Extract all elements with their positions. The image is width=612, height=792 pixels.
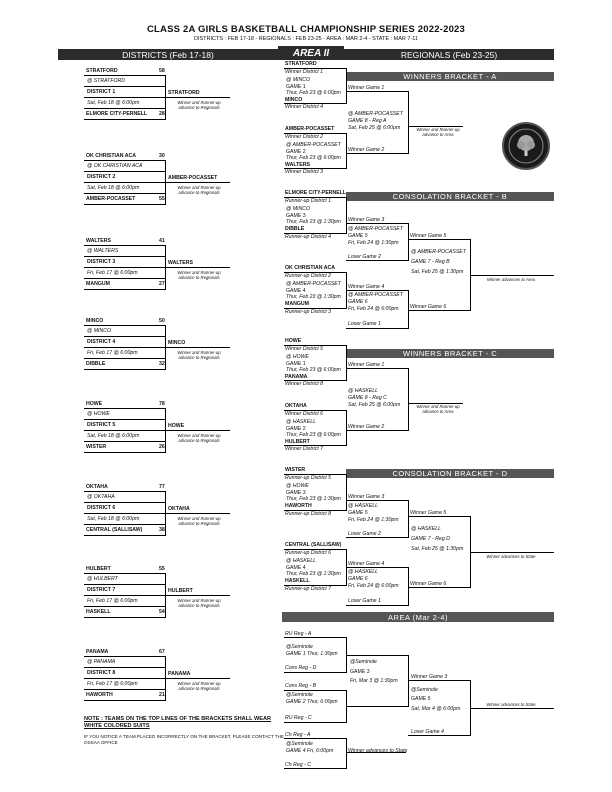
team-top: PANAMA	[86, 648, 109, 655]
page-subtitle: DISTRICTS : FEB 17-18 - REGIONALS : FEB 23-25 - AREA : MAR 2-4 - STATE : MAR 7-11	[193, 36, 419, 42]
seed: Runner-up District 2	[285, 272, 332, 279]
score-bottom: 32	[159, 361, 165, 367]
game: GAME 1	[286, 83, 306, 90]
bracket-line	[165, 347, 230, 348]
game: GAME 7 - Reg B	[411, 259, 450, 265]
bracket-line	[284, 722, 346, 723]
advance-note: Winner and Runner-up advance to Regionals	[177, 681, 221, 692]
district-site: @ MINCO	[87, 328, 111, 334]
date: Sat, Feb 25 @ 6:00pm	[348, 402, 401, 408]
district-date: Fri, Feb 17 @ 6:00pm	[87, 681, 138, 687]
winner-game: Winner Game 6	[410, 304, 447, 310]
district-winner: HOWE	[168, 422, 185, 429]
district-site: @ OKTAHA	[87, 494, 115, 500]
team-top: MINCO	[86, 317, 104, 324]
score-bottom: 55	[159, 196, 165, 202]
site: @ HOWE	[286, 354, 309, 360]
winner-game: Winner Game 6	[410, 581, 447, 587]
date: Thur, Feb 23 @ 1:30pm	[286, 496, 341, 502]
bracket-line	[165, 595, 230, 596]
team: AMBER-POCASSET	[285, 126, 335, 132]
team-bottom: HASKELL	[86, 609, 111, 615]
date: Sat, Mar 4 @ 6:00pm	[411, 706, 461, 712]
bracket-line	[84, 97, 165, 98]
loser-game: Loser Game 4	[411, 729, 444, 735]
advance-note: Winner and Runner-up advance to Regionals	[177, 185, 221, 196]
game: GAME 4 Fri, 6:00pm	[286, 748, 334, 754]
advance-note: Winner and Runner-up advance to Regionals	[177, 598, 221, 609]
winner-game: Winner Game 2	[348, 147, 385, 153]
date: Thur, Feb 23 @ 6:00pm	[286, 367, 341, 373]
date: Fri, Feb 24 @ 1:30pm	[348, 517, 399, 523]
score-top: 50	[159, 317, 165, 324]
advance-note: Winner and Runner-up advance to Area	[416, 127, 460, 138]
site: @Seminole	[286, 692, 313, 698]
districts-bar: DISTRICTS (Feb 17-18)	[58, 49, 278, 60]
score-bottom: 26	[159, 444, 165, 450]
note-suits: NOTE : TEAMS ON THE TOP LINES OF THE BRACKETS SHALL WEAR WHITE COLORED SUITS	[84, 716, 272, 729]
team-top: OKTAHA	[86, 483, 108, 490]
district-name: DISTRICT 8	[87, 670, 116, 676]
area-ii-bar: AREA II	[278, 46, 344, 60]
site: @ HASKELL	[348, 569, 379, 575]
district-date: Sat, Feb 18 @ 6:00pm	[87, 516, 140, 522]
bracket-line	[346, 260, 408, 261]
date: Thur, Feb 23 @ 6:00pm	[286, 432, 341, 438]
date: Sat, Feb 25 @ 1:30pm	[411, 546, 464, 552]
bracket-line	[84, 289, 165, 290]
team: STRATFORD	[285, 61, 317, 67]
consolation-bracket-d-bar: CONSOLATION BRACKET - D	[346, 469, 554, 478]
site: @Seminole	[350, 659, 377, 665]
game: GAME 8 - Reg C	[348, 395, 387, 401]
district-date: Fri, Feb 17 @ 6:00pm	[87, 270, 138, 276]
bracket-line	[84, 419, 165, 420]
date: Sat, Feb 25 @ 6:00pm	[348, 125, 401, 131]
team-bottom: DIBBLE	[86, 361, 106, 367]
district-name: DISTRICT 4	[87, 339, 116, 345]
team-bottom: HAWORTH	[86, 692, 113, 698]
bracket-line	[84, 441, 165, 442]
ossaa-seal-logo	[502, 122, 550, 170]
bracket-line	[408, 91, 409, 154]
bracket-line	[346, 410, 347, 446]
score-top: 30	[159, 152, 165, 159]
bracket-line	[84, 119, 165, 120]
bracket-line	[84, 689, 165, 690]
district-winner: WALTERS	[168, 259, 193, 266]
district-winner: OKTAHA	[168, 505, 190, 512]
bracket-line	[84, 336, 165, 337]
bracket-line	[84, 204, 165, 205]
site: @ AMBER-POCASSET	[286, 281, 341, 287]
bracket-line	[84, 667, 165, 668]
winner-game: Winner Game 1	[348, 362, 385, 368]
bracket-line	[84, 408, 165, 409]
bracket-line	[84, 182, 165, 183]
area-seed: RU Reg - A	[285, 631, 312, 637]
date: Thur, Feb 23 @ 1:30pm	[286, 571, 341, 577]
date: Fri, Mar 3 @ 1:30pm	[350, 678, 398, 684]
bracket-line	[84, 452, 165, 453]
bracket-line	[84, 358, 165, 359]
bracket-line	[84, 491, 165, 492]
advance-note: Winner and Runner-up advance to Area	[416, 404, 460, 415]
game: GAME 5	[348, 233, 368, 239]
bracket-line	[346, 655, 408, 656]
district-date: Sat, Feb 18 @ 6:00pm	[87, 185, 140, 191]
seed: Winner District 8	[285, 380, 324, 387]
bracket-line	[84, 584, 165, 585]
score-top: 78	[159, 400, 165, 407]
bracket-line	[84, 369, 165, 370]
bracket-line	[346, 605, 408, 606]
district-winner: HULBERT	[168, 587, 193, 594]
game: GAME 1 Thur, 1:30pm	[286, 651, 338, 657]
bracket-line	[84, 535, 165, 536]
district-site: @ WALTERS	[87, 248, 119, 254]
seed: Winner District 4	[285, 103, 324, 110]
district-name: DISTRICT 6	[87, 505, 116, 511]
game: GAME 4	[286, 287, 306, 294]
seed: Winner District 3	[285, 168, 324, 175]
team: WALTERS	[285, 161, 310, 168]
bracket-line	[84, 502, 165, 503]
loser-game: Loser Game 2	[348, 254, 381, 260]
bracket-line	[284, 637, 346, 638]
bracket-line	[84, 347, 165, 348]
bracket-line	[84, 245, 165, 246]
seed: Runner-up District 7	[285, 585, 332, 592]
game: GAME 7 - Reg D	[411, 536, 450, 542]
winner-game: Winner Game 3	[348, 217, 385, 223]
game: GAME 3	[286, 212, 306, 219]
winner-game: Winner Game 4	[348, 561, 385, 567]
team-top: STRATFORD	[86, 67, 118, 74]
bracket-line	[408, 655, 409, 707]
score-bottom: 28	[159, 111, 165, 117]
area-bar: AREA (Mar 2-4)	[282, 612, 554, 622]
team: MANGUM	[285, 301, 309, 307]
bracket-line	[346, 345, 347, 381]
bracket-line	[84, 573, 165, 574]
bracket-line	[346, 537, 408, 538]
seed: Runner-up District 5	[285, 474, 332, 481]
winner-game: Winner Game 5	[410, 510, 447, 516]
winner-game: Winner Game 3	[411, 674, 448, 680]
team: HOWE	[285, 338, 302, 344]
date: Thur, Feb 23 @ 6:00pm	[286, 90, 341, 96]
team: ELMORE CITY-PERNELL	[285, 190, 347, 196]
game: GAME 5	[348, 510, 368, 516]
bracket-line	[284, 672, 346, 673]
team: HULBERT	[285, 438, 310, 445]
site: @ AMBER-POCASSET	[348, 292, 403, 298]
district-name: DISTRICT 1	[87, 89, 116, 95]
district-name: DISTRICT 7	[87, 587, 116, 593]
site: @ HASKELL	[348, 503, 379, 509]
bracket-line	[84, 430, 165, 431]
site: @Seminole	[286, 741, 313, 747]
bracket-line	[84, 524, 165, 525]
game: GAME 3	[350, 669, 370, 675]
site: @Seminole	[286, 644, 313, 650]
bracket-line	[408, 223, 409, 261]
game: GAME 5	[411, 696, 431, 702]
seed: Winner District 6	[285, 410, 324, 417]
bracket-line	[346, 133, 347, 169]
site: @ AMBER-POCASSET	[411, 249, 466, 255]
bracket-line	[84, 700, 165, 701]
seed: Runner-up District 3	[285, 308, 332, 315]
team: HASKELL	[285, 578, 310, 584]
team-bottom: WISTER	[86, 444, 107, 450]
bracket-line	[284, 738, 346, 739]
date: Sat, Feb 25 @ 1:30pm	[411, 269, 464, 275]
district-winner: AMBER-POCASSET	[168, 174, 218, 181]
date: Fri, Feb 24 @ 6:00pm	[348, 583, 399, 589]
bracket-line	[165, 267, 230, 268]
site: @ HOWE	[286, 483, 309, 489]
winner-game: Winner Game 1	[348, 85, 385, 91]
team: OKTAHA	[285, 403, 307, 409]
score-bottom: 54	[159, 609, 165, 615]
seed: Winner District 1	[285, 68, 324, 75]
score-bottom: 38	[159, 527, 165, 533]
bracket-line	[165, 430, 230, 431]
bracket-line	[165, 182, 230, 183]
bracket-line	[84, 595, 165, 596]
tree-icon	[504, 124, 548, 168]
score-bottom: 21	[159, 692, 165, 698]
bracket-line	[84, 108, 165, 109]
site: @ MINCO	[286, 206, 310, 212]
area-seed: Ch Reg - C	[285, 762, 311, 768]
bracket-line	[165, 678, 230, 679]
loser-game: Loser Game 1	[348, 598, 381, 604]
score-top: 41	[159, 237, 165, 244]
area-seed: Ch Reg - A	[285, 732, 311, 738]
site: @ HASKELL	[286, 419, 317, 425]
district-site: @ HULBERT	[87, 576, 118, 582]
bracket-line	[84, 171, 165, 172]
team: HAWORTH	[285, 503, 312, 509]
bracket-line	[84, 193, 165, 194]
advance-note: Winner advances to State	[486, 702, 536, 707]
game: GAME 2 Thur, 6:00pm	[286, 699, 338, 705]
area-seed: Cons Reg - B	[285, 683, 317, 689]
district-name: DISTRICT 5	[87, 422, 116, 428]
bracket-line	[84, 86, 165, 87]
advance-note: Winner and Runner-up advance to Regionals	[177, 433, 221, 444]
game: GAME 2	[286, 148, 306, 155]
team-bottom: CENTRAL (SALLISAW)	[86, 527, 143, 533]
district-winner: STRATFORD	[168, 89, 200, 96]
bracket-line	[408, 735, 470, 736]
regionals-bar: REGIONALS (Feb 23-25)	[344, 49, 554, 60]
bracket-line	[346, 738, 347, 769]
bracket-line	[84, 656, 165, 657]
bracket-line	[346, 328, 408, 329]
seed: Winner District 7	[285, 445, 324, 452]
bracket-line	[84, 513, 165, 514]
score-top: 55	[159, 565, 165, 572]
site: @ AMBER-POCASSET	[348, 226, 403, 232]
team: WISTER	[285, 467, 306, 473]
winners-bracket-c-bar: WINNERS BRACKET - C	[346, 349, 554, 358]
team-bottom: MANGUM	[86, 281, 110, 287]
area-seed: Cons Reg - D	[285, 665, 317, 671]
bracket-line	[408, 500, 409, 538]
district-date: Sat, Feb 18 @ 6:00pm	[87, 100, 140, 106]
winner-game: Winner Game 5	[410, 233, 447, 239]
site: @ AMBER-POCASSET	[286, 142, 341, 148]
district-date: Fri, Feb 17 @ 6:00pm	[87, 598, 138, 604]
game: GAME 2	[286, 425, 306, 432]
bracket-line	[470, 552, 554, 553]
district-site: @ PANAMA	[87, 659, 116, 665]
bracket-line	[284, 768, 346, 769]
bracket-line	[84, 606, 165, 607]
score-top: 67	[159, 648, 165, 655]
area-seed: RU Reg - C	[285, 715, 312, 721]
district-site: @ HOWE	[87, 411, 110, 417]
seed: Runner-up District 4	[285, 233, 332, 240]
score-bottom: 27	[159, 281, 165, 287]
bracket-line	[84, 267, 165, 268]
advance-note: Winner and Runner-up advance to Regionals	[177, 350, 221, 361]
bracket-line	[84, 278, 165, 279]
seed: Runner-up District 6	[285, 549, 332, 556]
district-name: DISTRICT 2	[87, 174, 116, 180]
district-date: Sat, Feb 18 @ 6:00pm	[87, 433, 140, 439]
advance-note: Winner and Runner-up advance to Regionals	[177, 516, 221, 527]
bracket-line	[346, 68, 347, 104]
bracket-line	[84, 256, 165, 257]
district-name: DISTRICT 3	[87, 259, 116, 265]
bracket-line	[84, 617, 165, 618]
bracket-line	[84, 678, 165, 679]
advance-note: Winner advances to State	[348, 748, 408, 754]
game: GAME 1	[286, 360, 306, 367]
page-title: CLASS 2A GIRLS BASKETBALL CHAMPIONSHIP SERIES 2022-2023	[146, 24, 466, 35]
district-site: @ STRATFORD	[87, 78, 126, 84]
district-winner: PANAMA	[168, 670, 191, 677]
game: GAME 6	[348, 576, 368, 582]
winner-game: Winner Game 3	[348, 494, 385, 500]
loser-game: Loser Game 2	[348, 531, 381, 537]
district-date: Fri, Feb 17 @ 6:00pm	[87, 350, 138, 356]
site: @ HASKELL	[411, 526, 442, 532]
winners-bracket-a-bar: WINNERS BRACKET - A	[346, 72, 554, 81]
bracket-line	[346, 474, 347, 511]
team-top: HULBERT	[86, 565, 111, 572]
score-top: 77	[159, 483, 165, 490]
site: @ HASKELL	[286, 558, 317, 564]
team-top: HOWE	[86, 400, 103, 407]
team-top: OK CHRISTIAN ACA	[86, 152, 136, 159]
team: OK CHRISTIAN ACA	[285, 265, 335, 271]
loser-game: Loser Game 1	[348, 321, 381, 327]
advance-note: Winner advances to Area	[486, 277, 536, 282]
game: GAME 3	[286, 489, 306, 496]
team: DIBBLE	[285, 226, 305, 232]
district-winner: MINCO	[168, 339, 186, 346]
site: @ MINCO	[286, 77, 310, 83]
site: @Seminole	[411, 687, 438, 693]
team: CENTRAL (SALLISAW)	[285, 542, 342, 548]
site: @ AMBER-POCASSET	[348, 111, 403, 117]
game: GAME 4	[286, 564, 306, 571]
bracket-line	[346, 706, 408, 707]
advance-note: Winner and Runner-up advance to Regionals	[177, 270, 221, 281]
bracket-line	[284, 690, 346, 691]
game: GAME 8 - Reg A	[348, 118, 387, 124]
winner-game: Winner Game 4	[348, 284, 385, 290]
district-site: @ OK CHRISTIAN ACA	[87, 163, 143, 169]
team-bottom: AMBER-POCASSET	[86, 196, 136, 202]
advance-note: Winner advances to State	[486, 554, 536, 559]
score-top: 58	[159, 67, 165, 74]
date: Fri, Feb 24 @ 1:30pm	[348, 240, 399, 246]
team-top: WALTERS	[86, 237, 111, 244]
winner-game: Winner Game 2	[348, 424, 385, 430]
date: Fri, Feb 24 @ 6:00pm	[348, 306, 399, 312]
team: PANAMA	[285, 373, 308, 380]
seed: Winner District 2	[285, 133, 324, 140]
bracket-line	[408, 368, 409, 431]
bracket-line	[470, 708, 554, 709]
site: @ HASKELL	[348, 388, 379, 394]
seed: Runner-up District 8	[285, 510, 332, 517]
bracket-line	[165, 513, 230, 514]
consolation-bracket-b-bar: CONSOLATION BRACKET - B	[346, 192, 554, 201]
seed: Winner District 5	[285, 345, 324, 352]
bracket-line	[84, 325, 165, 326]
seed: Runner-up District 1	[285, 197, 332, 204]
team: MINCO	[285, 96, 303, 103]
date: Thur, Feb 23 @ 6:00pm	[286, 155, 341, 161]
date: Thur, Feb 23 @ 1:30pm	[286, 294, 341, 300]
bracket-line	[165, 97, 230, 98]
bracket-line	[84, 160, 165, 161]
note-contact: IF YOU NOTICE A TEAM PLACED INCORRECTLY ON THE BRACKET, PLEASE CONTACT THE OSSAA OFFICE	[84, 734, 284, 745]
advance-note: Winner and Runner-up advance to Regionals	[177, 100, 221, 111]
game: GAME 6	[348, 299, 368, 305]
bracket-line	[346, 197, 347, 234]
bracket-line	[84, 75, 165, 76]
team-bottom: ELMORE CITY-PERNELL	[86, 111, 148, 117]
date: Thur, Feb 23 @ 1:30pm	[286, 219, 341, 225]
bracket-line	[470, 275, 554, 276]
